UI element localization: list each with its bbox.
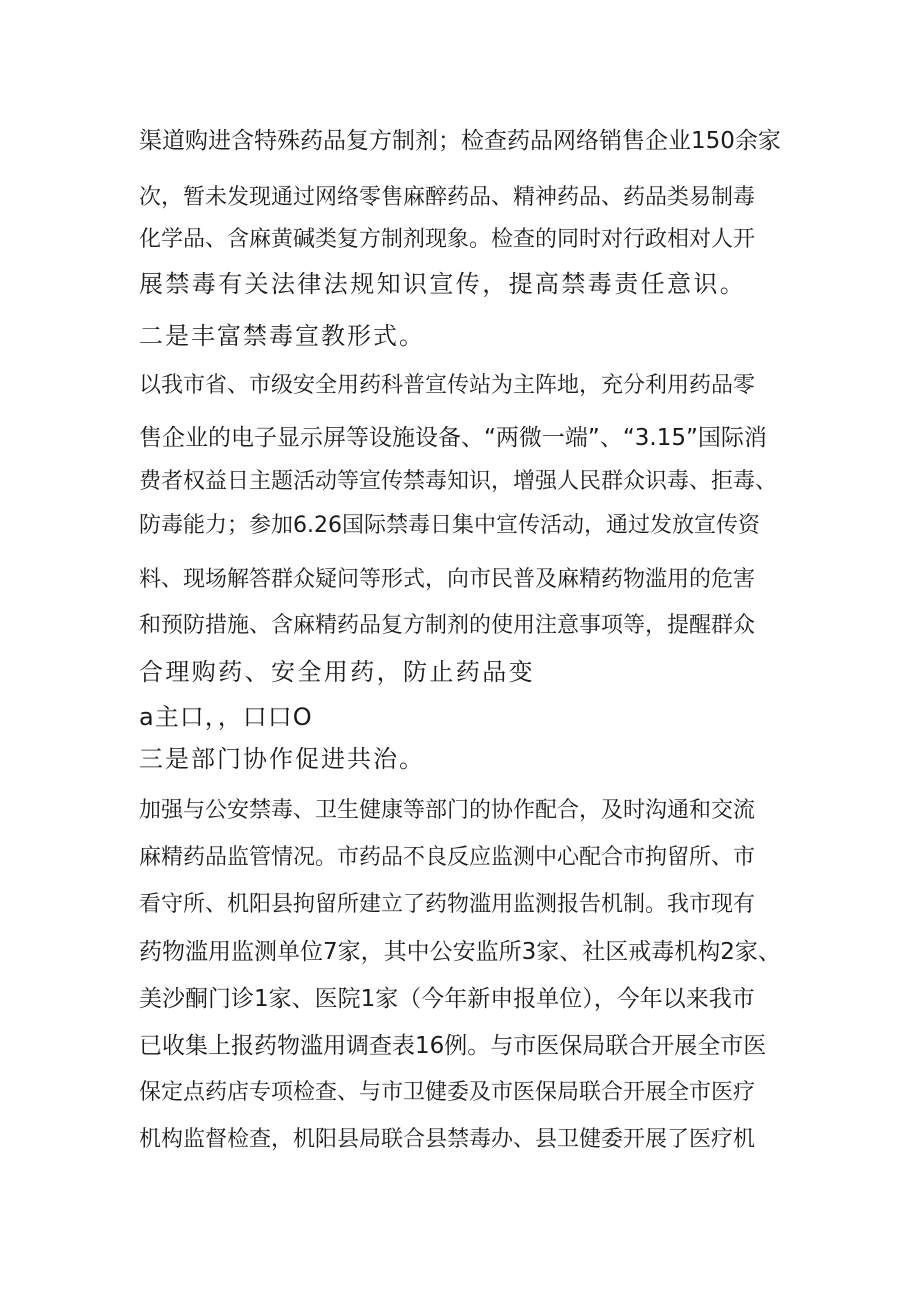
text-line: 展禁毒有关法律法规知识宣传，提高禁毒责任意识。 — [139, 270, 747, 298]
text-line: 保定点药店专项检查、与市卫健委及市医保局联合开展全市医疗 — [139, 1080, 756, 1105]
text-line: 药物滥用监测单位7家，其中公安监所3家、社区戒毒机构2家、 — [139, 939, 781, 965]
text-line: 次，暂未发现通过网络零售麻醉药品、精神药品、药品类易制毒 — [139, 185, 756, 210]
text-line: 售企业的电子显示屏等设施设备、“两微一端”、“3.15”国际消 — [139, 425, 767, 451]
text-line: 看守所、机阳县拘留所建立了药物滥用监测报告机制。我市现有 — [139, 892, 756, 917]
text-line: 以我市省、市级安全用药科普宣传站为主阵地，充分利用药品零 — [139, 373, 756, 398]
text-line: 费者权益日主题活动等宣传禁毒知识，增强人民群众识毒、拒毒、 — [139, 469, 778, 494]
section-heading: 二是丰富禁毒宣教形式。 — [139, 322, 425, 350]
text-line: 美沙酮门诊1家、医院1家（今年新申报单位），今年以来我市 — [139, 986, 755, 1012]
text-line: 麻精药品监管情况。市药品不良反应监测中心配合市拘留所、市 — [139, 845, 756, 870]
text-line: 加强与公安禁毒、卫生健康等部门的协作配合，及时沟通和交流 — [139, 798, 756, 823]
text-line: 渠道购进含特殊药品复方制剂；检查药品网络销售企业150余家 — [139, 128, 781, 154]
text-line: 合理购药、安全用药，防止药品变 — [139, 658, 535, 686]
text-line: 机构监督检查，机阳县局联合县禁毒办、县卫健委开展了医疗机 — [139, 1127, 756, 1152]
text-line: 已收集上报药物滥用调查表16例。与市医保局联合开展全市医 — [139, 1033, 767, 1059]
text-line: 和预防措施、含麻精药品复方制剂的使用注意事项等，提醒群众 — [139, 613, 756, 638]
text-line: 化学品、含麻黄碱类复方制剂现象。检查的同时对行政相对人开 — [139, 227, 756, 252]
text-line: 防毒能力；参加6.26国际禁毒日集中宣传活动，通过发放宣传资 — [139, 513, 760, 538]
text-line: 料、现场解答群众疑问等形式，向市民普及麻精药物滥用的危害 — [139, 567, 756, 592]
text-line: a主口，，口口O — [139, 703, 313, 731]
section-heading: 三是部门协作促进共治。 — [139, 745, 425, 773]
